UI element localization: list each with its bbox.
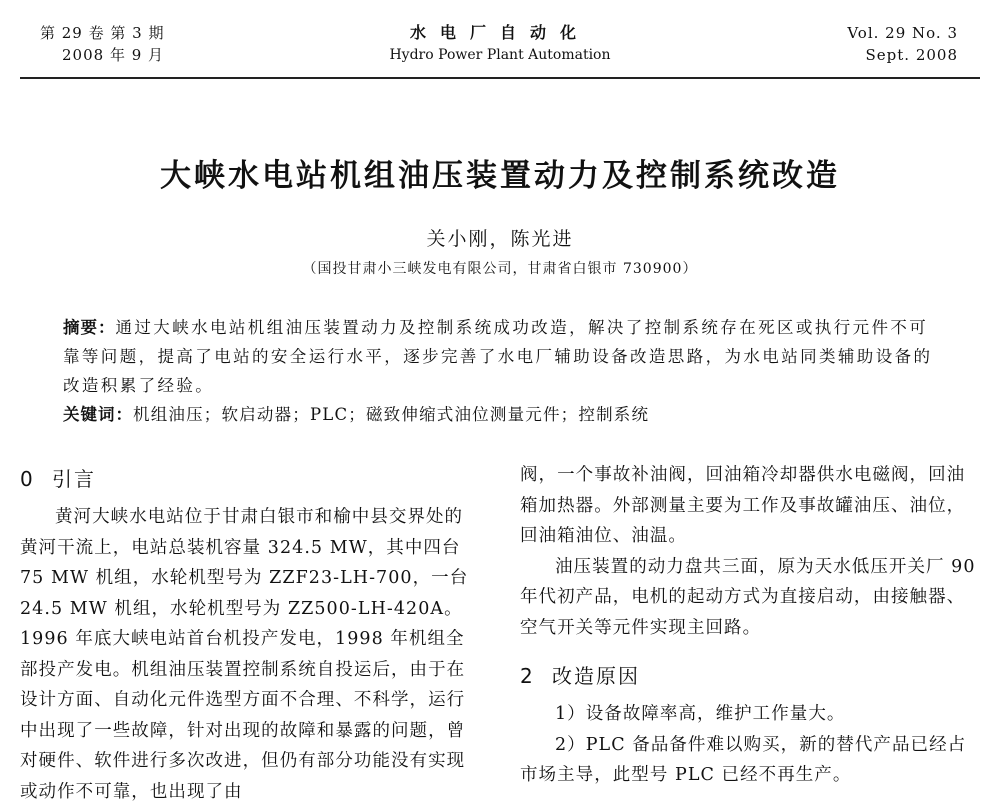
reasons-list (520, 699, 980, 791)
section-number: 0 (20, 467, 35, 491)
journal-name-cn: 水电厂自动化 (409, 23, 590, 42)
author-affiliation: （国投甘肃小三峡发电有限公司，甘肃省白银市 730900） (302, 261, 698, 277)
paragraph: 阀，一个事故补油阀，回油箱冷却器供水电磁阀，回油箱加热器。外部测量主要为工作及事故罐油压、油位，回油箱油位、油温。 (520, 465, 966, 546)
journal-name-en: Hydro Power Plant Automation (389, 47, 611, 63)
abstract-text: 通过大峡水电站机组油压装置动力及控制系统成功改造，解决了控制系统存在死区或执行元件不可靠等问题，提高了电站的安全运行水平，逐步完善了水电厂辅助设备改造思路，为水电站同类辅助设备的改造积累了经验。 (63, 318, 933, 395)
introduction-body (20, 502, 480, 807)
paper-title: 大峡水电站机组油压装置动力及控制系统改造 (160, 158, 840, 194)
publication-date-en: Sept. 2008 (865, 46, 958, 64)
volume-issue: 第 29 卷 第 3 期 (40, 24, 165, 42)
section-heading-introduction (20, 462, 480, 496)
paragraph: 油压装置的动力盘共三面，原为天水低压开关厂 90 年代初产品，电机的起动方式为直接启动，由接触器、空气开关等元件实现主回路。 (520, 556, 976, 638)
journal-volume-info-en (847, 22, 958, 66)
section1-continuation (520, 460, 980, 643)
section-number: 2 (520, 664, 535, 688)
section-title: 改造原因 (552, 664, 640, 688)
right-column (520, 460, 980, 791)
paragraph: 黄河大峡水电站位于甘肃白银市和榆中县交界处的黄河干流上，电站总装机容量 324.5 MW，其中四台 75 MW 机组，水轮机型号为 ZZF23-LH-700，一台 24.5 MW 机组，水轮机型号为 ZZ500-LH-420A。1996 年底大峡电站首台机投产发电，1998 年机组全部投产发电。机组油压装置控制系统自投运后，由于在设计方面、自动化元件选型方面不合理、不科学，运行中出现了一些故障，针对出现的故障和暴露的问题，曾对硬件、软件进行多次改进，但仍有部分功能没有实现或动作不可靠，也出现了由 (20, 507, 469, 802)
list-item: 1）设备故障率高，维护工作量大。 (555, 704, 846, 724)
abstract (63, 313, 943, 400)
left-column (20, 462, 480, 807)
volume-issue-en: Vol. 29 No. 3 (847, 24, 958, 42)
list-item: 2）PLC 备品备件难以购买，新的替代产品已经占市场主导，此型号 PLC 已经不再生产。 (520, 734, 967, 785)
paper-authors: 关小刚，陈光进 (426, 228, 574, 250)
keywords-label: 关键词： (63, 405, 133, 424)
abstract-label: 摘要： (63, 318, 116, 337)
section-title: 引言 (52, 467, 96, 491)
section-heading-reasons (520, 659, 980, 693)
publication-date: 2008 年 9 月 (62, 46, 165, 64)
keywords-text: 机组油压；软启动器；PLC；磁致伸缩式油位测量元件；控制系统 (133, 405, 650, 424)
header-divider (20, 77, 980, 79)
keywords (63, 401, 943, 425)
